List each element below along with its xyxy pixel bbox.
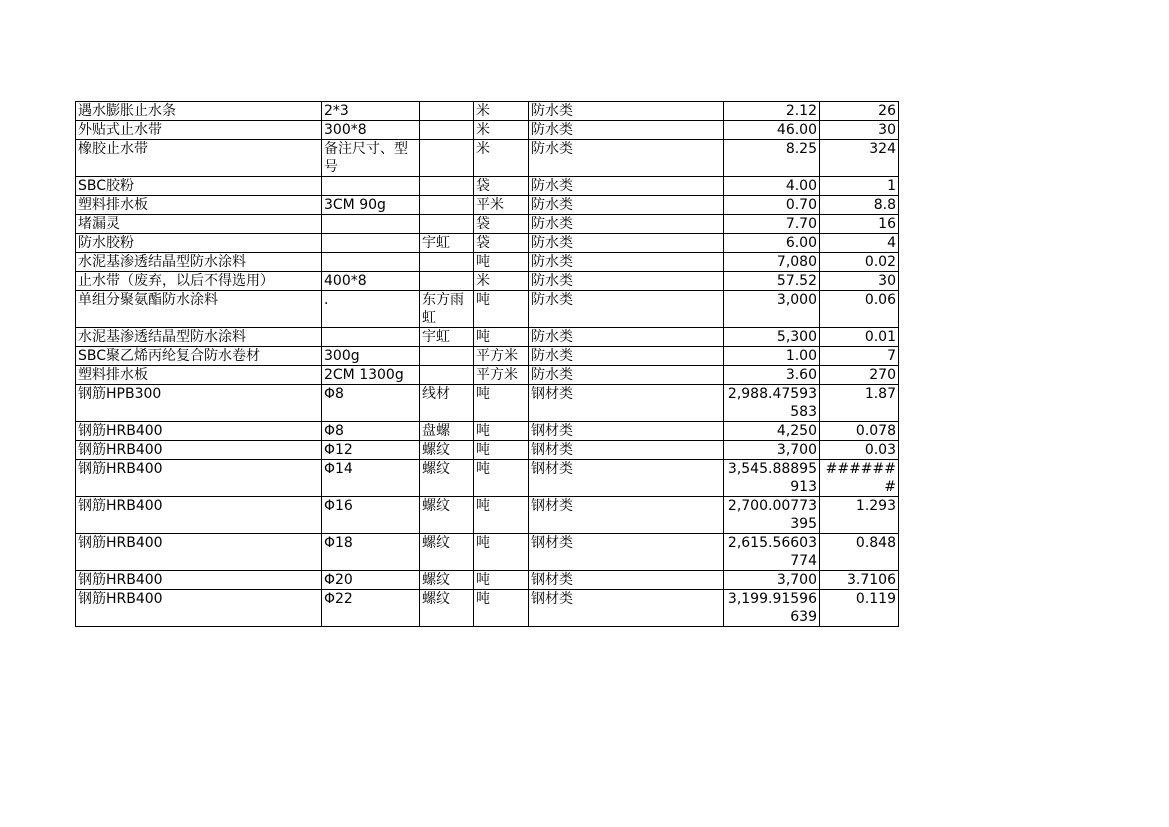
material-name-cell: 钢筋HRB400 [76,590,322,627]
quantity-cell: 0.01 [820,328,899,347]
table-row [76,234,899,253]
table-row [76,121,899,140]
material-name-cell: SBC聚乙烯丙纶复合防水卷材 [76,347,322,366]
material-table [75,101,899,627]
unit-price-cell: 2,615.56603774 [724,534,820,571]
spec-cell: Φ8 [322,422,420,441]
brand-cell [420,366,474,385]
category-cell: 防水类 [529,121,724,140]
category-cell: 防水类 [529,328,724,347]
quantity-cell: 1 [820,177,899,196]
table-body [76,102,899,627]
brand-cell [420,272,474,291]
material-name-cell: 水泥基渗透结晶型防水涂料 [76,253,322,272]
spec-cell: 2CM 1300g [322,366,420,385]
brand-cell: 螺纹 [420,497,474,534]
table-row [76,441,899,460]
brand-cell: 螺纹 [420,571,474,590]
spec-cell: 300g [322,347,420,366]
brand-cell: 宇虹 [420,234,474,253]
unit-price-cell: 4,250 [724,422,820,441]
quantity-cell: 324 [820,140,899,177]
brand-cell [420,140,474,177]
unit-price-cell: 6.00 [724,234,820,253]
brand-cell [420,121,474,140]
quantity-cell: 30 [820,121,899,140]
quantity-cell: 3.7106 [820,571,899,590]
unit-price-cell: 3.60 [724,366,820,385]
material-name-cell: 外贴式止水带 [76,121,322,140]
table-row [76,196,899,215]
unit-cell: 吨 [474,328,529,347]
material-name-cell: 钢筋HRB400 [76,571,322,590]
unit-price-cell: 2,700.00773395 [724,497,820,534]
unit-cell: 吨 [474,534,529,571]
table-row [76,497,899,534]
material-name-cell: 钢筋HRB400 [76,497,322,534]
unit-cell: 吨 [474,441,529,460]
table-row [76,328,899,347]
unit-cell: 米 [474,272,529,291]
spec-cell [322,328,420,347]
spec-cell: Φ14 [322,460,420,497]
table-row [76,347,899,366]
brand-cell: 螺纹 [420,534,474,571]
unit-price-cell: 7,080 [724,253,820,272]
spec-cell: 备注尺寸、型号 [322,140,420,177]
table-row [76,590,899,627]
table-row [76,177,899,196]
brand-cell [420,196,474,215]
spec-cell: Φ18 [322,534,420,571]
quantity-cell: 270 [820,366,899,385]
quantity-cell: 4 [820,234,899,253]
table-row [76,215,899,234]
table-row [76,272,899,291]
spec-cell: Φ8 [322,385,420,422]
table-row [76,571,899,590]
spec-cell [322,177,420,196]
quantity-cell: 16 [820,215,899,234]
unit-price-cell: 46.00 [724,121,820,140]
unit-price-cell: 3,199.91596639 [724,590,820,627]
table-row [76,291,899,328]
spec-cell: 300*8 [322,121,420,140]
material-name-cell: 单组分聚氨酯防水涂料 [76,291,322,328]
unit-cell: 平方米 [474,347,529,366]
quantity-cell: 7 [820,347,899,366]
unit-price-cell: 1.00 [724,347,820,366]
category-cell: 钢材类 [529,534,724,571]
unit-price-cell: 4.00 [724,177,820,196]
unit-price-cell: 7.70 [724,215,820,234]
unit-cell: 米 [474,140,529,177]
spec-cell: Φ16 [322,497,420,534]
brand-cell: 盘螺 [420,422,474,441]
table-row [76,253,899,272]
category-cell: 防水类 [529,140,724,177]
material-name-cell: 塑料排水板 [76,196,322,215]
brand-cell: 宇虹 [420,328,474,347]
quantity-cell: 0.06 [820,291,899,328]
unit-price-cell: 2,988.47593583 [724,385,820,422]
unit-price-cell: 3,700 [724,441,820,460]
spec-cell: 2*3 [322,102,420,121]
unit-price-cell: 3,545.88895913 [724,460,820,497]
material-name-cell: 钢筋HRB400 [76,441,322,460]
brand-cell: 螺纹 [420,590,474,627]
material-name-cell: 止水带（废弃，以后不得选用） [76,272,322,291]
brand-cell: 线材 [420,385,474,422]
table-row [76,460,899,497]
brand-cell [420,253,474,272]
material-name-cell: 塑料排水板 [76,366,322,385]
category-cell: 钢材类 [529,497,724,534]
quantity-cell: 26 [820,102,899,121]
category-cell: 防水类 [529,272,724,291]
spec-cell: 3CM 90g [322,196,420,215]
material-name-cell: 钢筋HRB400 [76,422,322,441]
category-cell: 钢材类 [529,460,724,497]
unit-cell: 袋 [474,215,529,234]
quantity-cell: 30 [820,272,899,291]
unit-cell: 吨 [474,571,529,590]
category-cell: 钢材类 [529,422,724,441]
unit-cell: 吨 [474,385,529,422]
category-cell: 钢材类 [529,385,724,422]
quantity-cell: 0.02 [820,253,899,272]
unit-cell: 米 [474,102,529,121]
material-name-cell: 钢筋HPB300 [76,385,322,422]
category-cell: 防水类 [529,234,724,253]
unit-price-cell: 3,700 [724,571,820,590]
quantity-cell: 1.87 [820,385,899,422]
unit-cell: 吨 [474,422,529,441]
category-cell: 钢材类 [529,571,724,590]
brand-cell: 螺纹 [420,441,474,460]
category-cell: 防水类 [529,196,724,215]
quantity-cell: 0.848 [820,534,899,571]
spec-cell [322,215,420,234]
brand-cell [420,177,474,196]
unit-cell: 袋 [474,177,529,196]
table-row [76,385,899,422]
unit-price-cell: 3,000 [724,291,820,328]
material-name-cell: 钢筋HRB400 [76,460,322,497]
spec-cell [322,234,420,253]
unit-cell: 吨 [474,291,529,328]
category-cell: 钢材类 [529,441,724,460]
spec-cell: Φ12 [322,441,420,460]
category-cell: 防水类 [529,215,724,234]
unit-price-cell: 0.70 [724,196,820,215]
category-cell: 防水类 [529,102,724,121]
brand-cell [420,347,474,366]
unit-cell: 袋 [474,234,529,253]
material-name-cell: 橡胶止水带 [76,140,322,177]
unit-cell: 吨 [474,460,529,497]
table-row [76,366,899,385]
unit-cell: 吨 [474,590,529,627]
category-cell: 防水类 [529,253,724,272]
quantity-cell: 0.03 [820,441,899,460]
material-name-cell: 遇水膨胀止水条 [76,102,322,121]
unit-price-cell: 8.25 [724,140,820,177]
brand-cell [420,102,474,121]
quantity-cell: ####### [820,460,899,497]
table-row [76,422,899,441]
spec-cell: Φ22 [322,590,420,627]
unit-cell: 平方米 [474,366,529,385]
quantity-cell: 0.078 [820,422,899,441]
unit-price-cell: 5,300 [724,328,820,347]
brand-cell [420,215,474,234]
quantity-cell: 1.293 [820,497,899,534]
table-row [76,534,899,571]
unit-price-cell: 57.52 [724,272,820,291]
material-name-cell: 防水胶粉 [76,234,322,253]
table-row [76,140,899,177]
material-name-cell: 钢筋HRB400 [76,534,322,571]
category-cell: 钢材类 [529,590,724,627]
spec-cell [322,253,420,272]
unit-cell: 米 [474,121,529,140]
table-row [76,102,899,121]
material-name-cell: 堵漏灵 [76,215,322,234]
material-name-cell: 水泥基渗透结晶型防水涂料 [76,328,322,347]
material-name-cell: SBC胶粉 [76,177,322,196]
quantity-cell: 8.8 [820,196,899,215]
category-cell: 防水类 [529,291,724,328]
spec-cell: . [322,291,420,328]
unit-price-cell: 2.12 [724,102,820,121]
category-cell: 防水类 [529,366,724,385]
unit-cell: 吨 [474,253,529,272]
unit-cell: 吨 [474,497,529,534]
brand-cell: 东方雨虹 [420,291,474,328]
category-cell: 防水类 [529,177,724,196]
quantity-cell: 0.119 [820,590,899,627]
brand-cell: 螺纹 [420,460,474,497]
unit-cell: 平米 [474,196,529,215]
spec-cell: 400*8 [322,272,420,291]
spec-cell: Φ20 [322,571,420,590]
category-cell: 防水类 [529,347,724,366]
